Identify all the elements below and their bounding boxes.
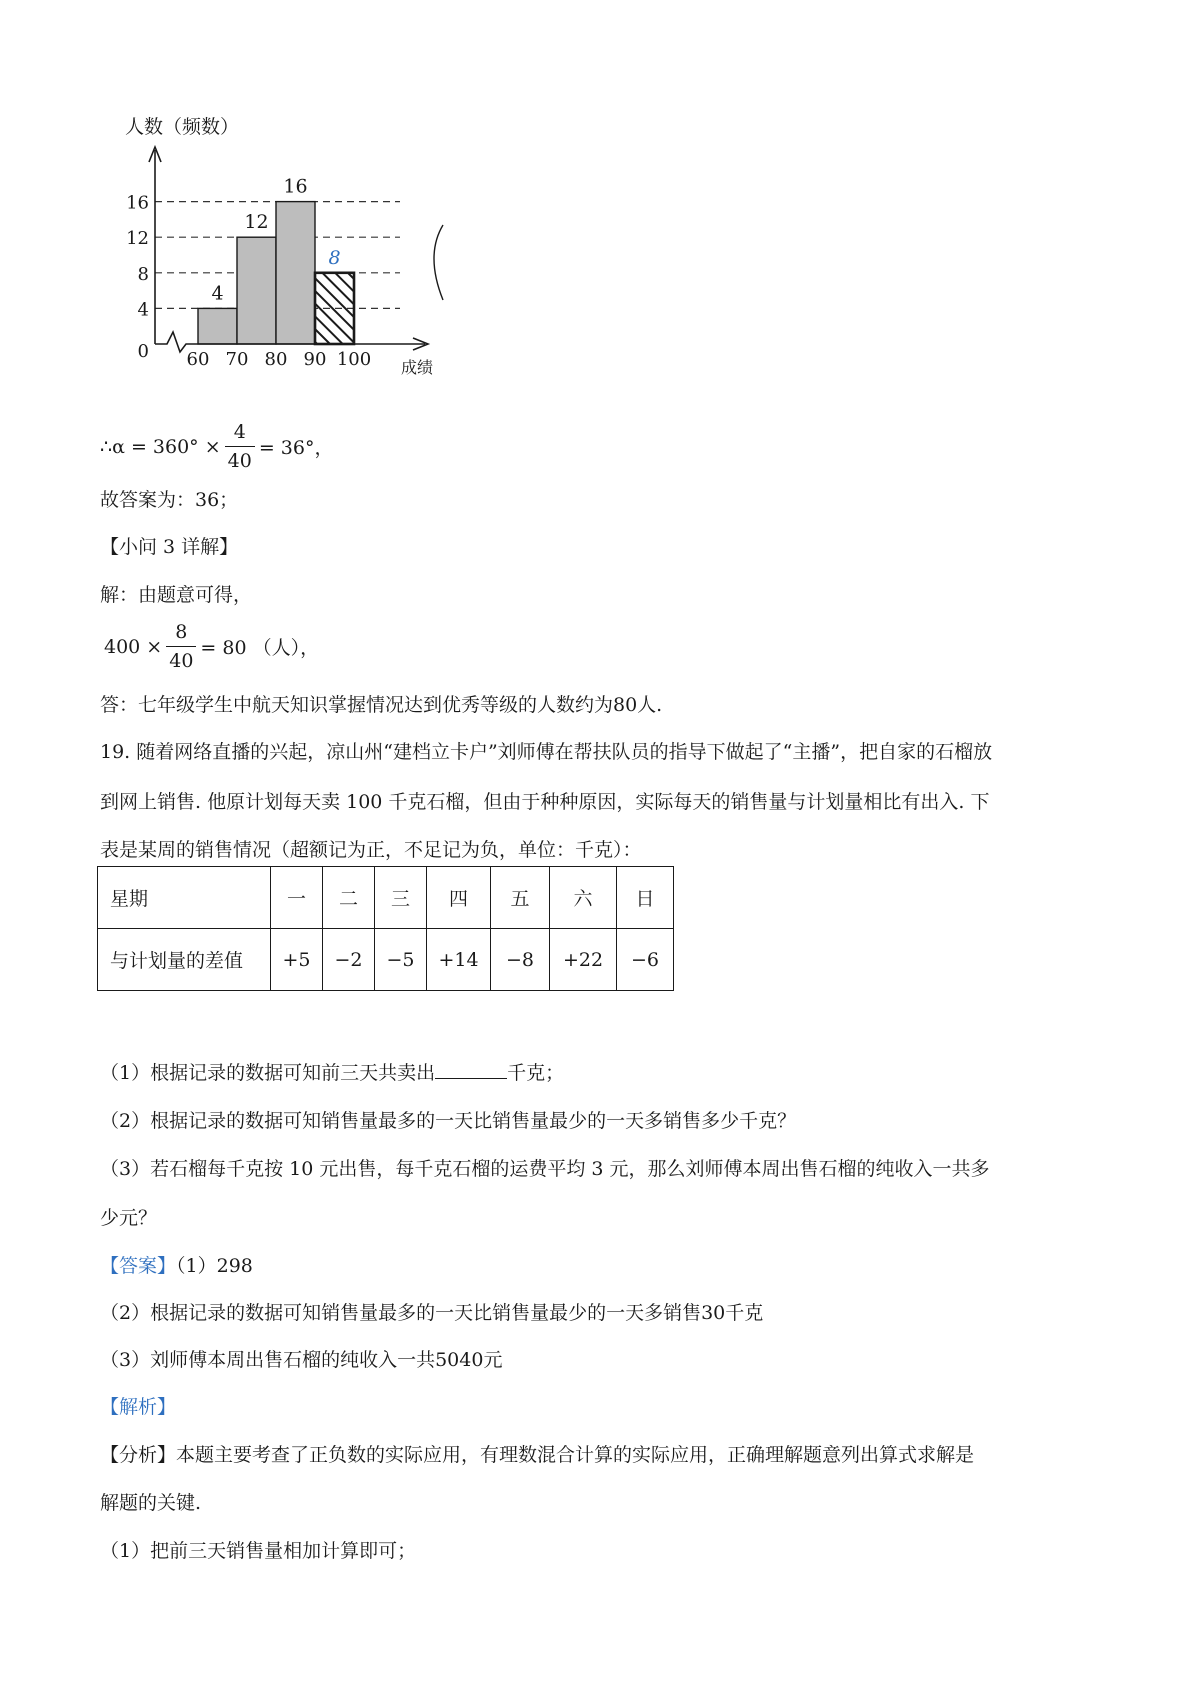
calc-people-suffix: = 80 （人）， xyxy=(200,637,320,659)
q19-line2: 到网上销售. 他原计划每天卖 100 千克石榴，但由于种种原因，实际每天的销售量与计划量相比有出入. 下 xyxy=(100,791,990,813)
diff-cell: +5 xyxy=(271,929,323,991)
fraction-numerator: 8 xyxy=(166,618,196,647)
x-tick-label: 70 xyxy=(225,349,249,370)
table-row xyxy=(98,929,674,991)
answer-1-text: （1）298 xyxy=(176,1255,253,1277)
row-header-day: 星期 xyxy=(98,867,271,929)
question-1-unit: 千克； xyxy=(507,1062,565,1084)
fraction-8-40 xyxy=(166,618,196,675)
x-axis-title: 成绩 xyxy=(401,358,434,377)
x-tick-label: 90 xyxy=(303,349,327,370)
y-tick-label: 0 xyxy=(137,341,149,362)
diff-cell: −5 xyxy=(375,929,427,991)
adjacent-figure-arc xyxy=(434,225,443,300)
diff-cell: −2 xyxy=(323,929,375,991)
day-cell: 三 xyxy=(375,867,427,929)
question-1-text: （1）根据记录的数据可知前三天共卖出 xyxy=(100,1062,436,1084)
calc-alpha-suffix: = 36°， xyxy=(258,437,334,459)
x-tick-label: 100 xyxy=(336,349,372,370)
histogram-chart xyxy=(125,115,485,405)
day-cell: 日 xyxy=(617,867,674,929)
calc-people-prefix: 400 × xyxy=(104,635,163,658)
bar-60-70 xyxy=(198,308,237,344)
day-cell: 四 xyxy=(427,867,491,929)
answer-1 xyxy=(100,1251,253,1278)
y-tick-label: 8 xyxy=(137,263,149,285)
question-2: （2）根据记录的数据可知销售量最多的一天比销售量最少的一天多销售多少千克？ xyxy=(100,1110,797,1132)
y-tick-label: 12 xyxy=(126,228,149,250)
diff-cell: −6 xyxy=(617,929,674,991)
bar-70-80 xyxy=(237,237,276,344)
day-cell: 五 xyxy=(491,867,550,929)
diff-cell: −8 xyxy=(491,929,550,991)
calc-people xyxy=(104,618,319,675)
question-3-line2: 少元？ xyxy=(100,1207,158,1229)
x-tick-label: 80 xyxy=(264,349,288,370)
bar-value-label: 16 xyxy=(283,175,308,198)
sales-table xyxy=(97,866,674,991)
analysis-line2: 解题的关键. xyxy=(100,1492,202,1514)
bar-value-label: 8 xyxy=(328,246,341,269)
question-1 xyxy=(100,1058,564,1085)
x-tick-label: 60 xyxy=(186,349,210,370)
fraction-numerator: 4 xyxy=(225,418,255,447)
q19-line3: 表是某周的销售情况（超额记为正，不足记为负，单位：千克）： xyxy=(100,839,642,861)
analysis-label: 【解析】 xyxy=(100,1396,177,1418)
table-row xyxy=(98,867,674,929)
day-cell: 二 xyxy=(323,867,375,929)
bar-value-label: 12 xyxy=(244,211,269,234)
bar-90-100 xyxy=(315,273,354,344)
y-tick-label: 4 xyxy=(137,299,149,321)
answer-3: （3）刘师傅本周出售石榴的纯收入一共5040元 xyxy=(100,1349,503,1371)
answer-2: （2）根据记录的数据可知销售量最多的一天比销售量最少的一天多销售30千克 xyxy=(100,1302,764,1324)
fraction-4-40 xyxy=(225,418,255,475)
fraction-denominator: 40 xyxy=(227,450,252,472)
calc-alpha xyxy=(100,418,333,475)
day-cell: 六 xyxy=(550,867,617,929)
y-axis-title: 人数（频数） xyxy=(125,116,240,138)
sub3-answer: 答：七年级学生中航天知识掌握情况达到优秀等级的人数约为80人. xyxy=(100,694,663,716)
question-3-line1: （3）若石榴每千克按 10 元出售，每千克石榴的运费平均 3 元，那么刘师傅本周出售石榴的纯收入一共多 xyxy=(100,1158,990,1180)
analysis-line1: 【分析】本题主要考查了正负数的实际应用，有理数混合计算的实际应用，正确理解题意列出算式求解是 xyxy=(100,1444,975,1466)
row-header-diff: 与计划量的差值 xyxy=(98,929,271,991)
day-cell: 一 xyxy=(271,867,323,929)
answer-line: 故答案为：36； xyxy=(100,489,239,511)
calc-alpha-prefix: ∴α = 360° × xyxy=(100,435,221,458)
bar-80-90 xyxy=(276,202,315,344)
y-tick-label: 16 xyxy=(126,192,149,214)
fraction-denominator: 40 xyxy=(169,650,194,672)
q19-line1: 19. 随着网络直播的兴起，凉山州“建档立卡户”刘师傅在帮扶队员的指导下做起了“主播”，把自家的石榴放 xyxy=(100,741,993,763)
answer-blank xyxy=(435,1060,507,1079)
analysis-line3: （1）把前三天销售量相加计算即可； xyxy=(100,1540,417,1562)
bar-value-label: 4 xyxy=(211,282,224,305)
diff-cell: +14 xyxy=(427,929,491,991)
sub3-intro: 解：由题意可得， xyxy=(100,584,253,606)
answer-label: 【答案】 xyxy=(100,1255,177,1277)
diff-cell: +22 xyxy=(550,929,617,991)
sub3-title: 【小问 3 详解】 xyxy=(100,536,239,558)
